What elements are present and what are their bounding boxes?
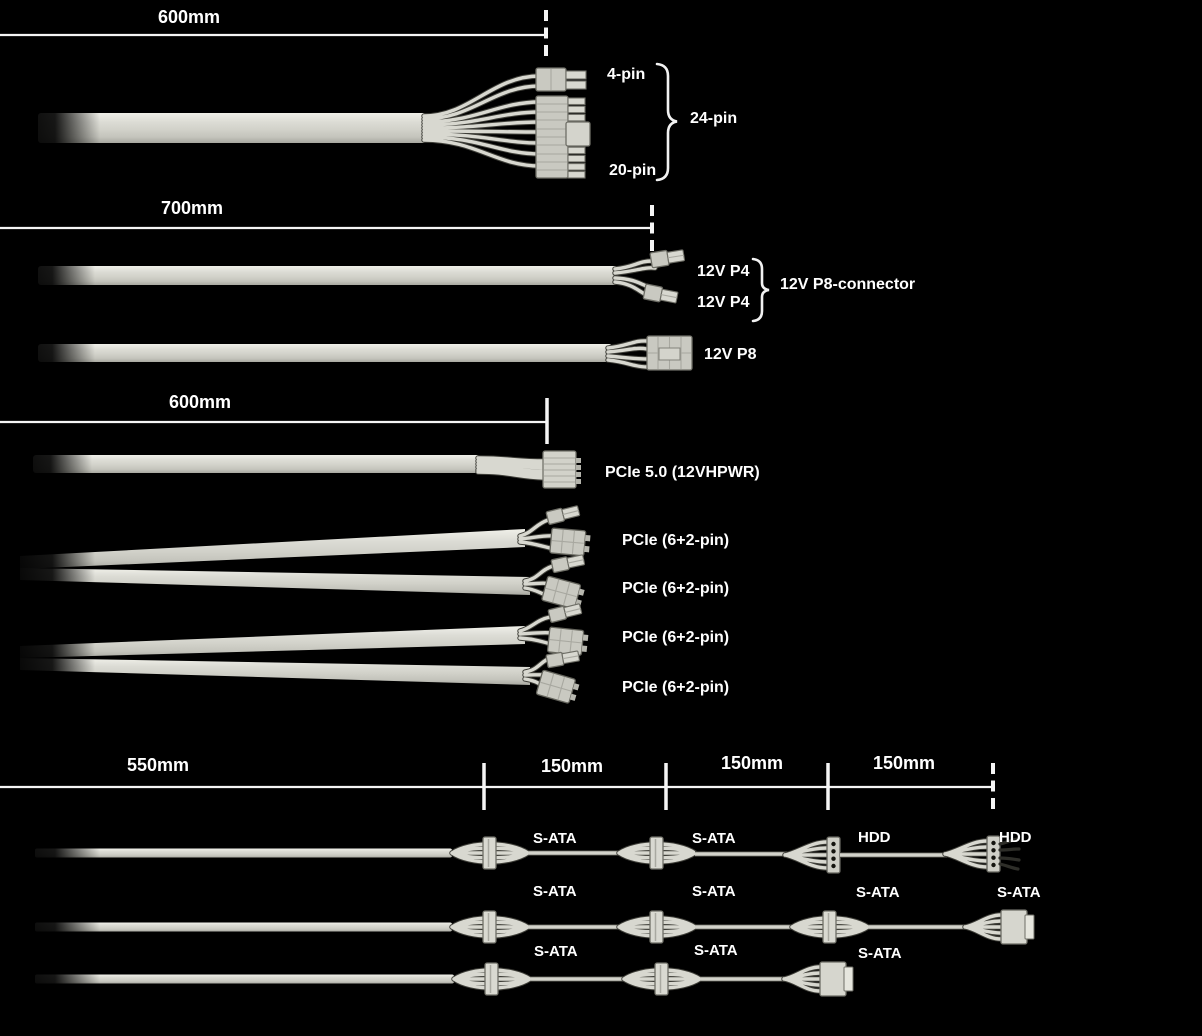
- peripheral-cable-3: [35, 962, 853, 996]
- label-row2-sata-1: S-ATA: [533, 883, 577, 900]
- label-row3-sata-2: S-ATA: [694, 942, 738, 959]
- label-row3-sata-1: S-ATA: [534, 943, 578, 960]
- label-row2-sata-3: S-ATA: [856, 884, 900, 901]
- measurement-sata-150c: 150mm: [873, 753, 936, 773]
- pcie5-connector: [543, 451, 581, 488]
- label-row3-sata-3: S-ATA: [858, 945, 902, 962]
- label-pcie-3: PCIe (6+2-pin): [622, 629, 730, 646]
- measurement-cpu: 700mm: [161, 198, 224, 218]
- pcie-cable-4: [20, 649, 580, 704]
- label-row1-sata-1: S-ATA: [533, 830, 577, 847]
- ruler-cpu-700mm: [0, 205, 652, 251]
- label-pcie-2: PCIe (6+2-pin): [622, 580, 730, 597]
- cpu-p8-connector: [647, 336, 692, 370]
- label-row2-sata-4: S-ATA: [997, 884, 1041, 901]
- label-12v-p4-top: 12V P4: [697, 263, 750, 280]
- pcie-cable-1: [20, 504, 591, 569]
- cpu-p4-connector-top: [650, 248, 685, 268]
- label-row2-sata-2: S-ATA: [692, 883, 736, 900]
- label-24pin: 24-pin: [690, 110, 738, 127]
- cpu-p8-cable: [38, 336, 692, 370]
- label-row1-hdd-1: HDD: [858, 829, 891, 846]
- atx-20pin-connector: [536, 96, 590, 178]
- measurement-sata-150a: 150mm: [541, 756, 604, 776]
- measurement-sata-150b: 150mm: [721, 753, 784, 773]
- left-fade: [0, 106, 100, 994]
- ruler-atx-600mm: [0, 7, 546, 58]
- measurement-pcie5: 600mm: [169, 392, 232, 412]
- label-12v-p8: 12V P8: [704, 346, 757, 363]
- measurement-atx: 600mm: [158, 7, 221, 27]
- atx-cable: [38, 64, 677, 180]
- cpu-p8-brace: [753, 259, 769, 321]
- atx-24pin-brace: [657, 64, 677, 180]
- cpu-p4-connector-bottom: [643, 284, 678, 305]
- measurement-sata-550: 550mm: [127, 755, 190, 775]
- label-4pin: 4-pin: [607, 66, 646, 83]
- pcie5-cable: [33, 451, 581, 488]
- cpu-p4p4-cable: [38, 248, 769, 321]
- label-pcie-4: PCIe (6+2-pin): [622, 679, 730, 696]
- peripheral-cable-2: [35, 910, 1034, 944]
- label-pcie5-12vhpwr: PCIe 5.0 (12VHPWR): [605, 464, 760, 481]
- pcie-cable-3: [20, 602, 589, 658]
- label-row1-sata-2: S-ATA: [692, 830, 736, 847]
- label-row1-hdd-2: HDD: [999, 829, 1032, 846]
- label-pcie-1: PCIe (6+2-pin): [622, 532, 730, 549]
- label-12v-p8-connector: 12V P8-connector: [780, 276, 916, 293]
- ruler-pcie5-600mm: [0, 398, 547, 444]
- atx-4pin-connector: [536, 68, 586, 91]
- label-12v-p4-bottom: 12V P4: [697, 294, 750, 311]
- label-20pin: 20-pin: [609, 162, 657, 179]
